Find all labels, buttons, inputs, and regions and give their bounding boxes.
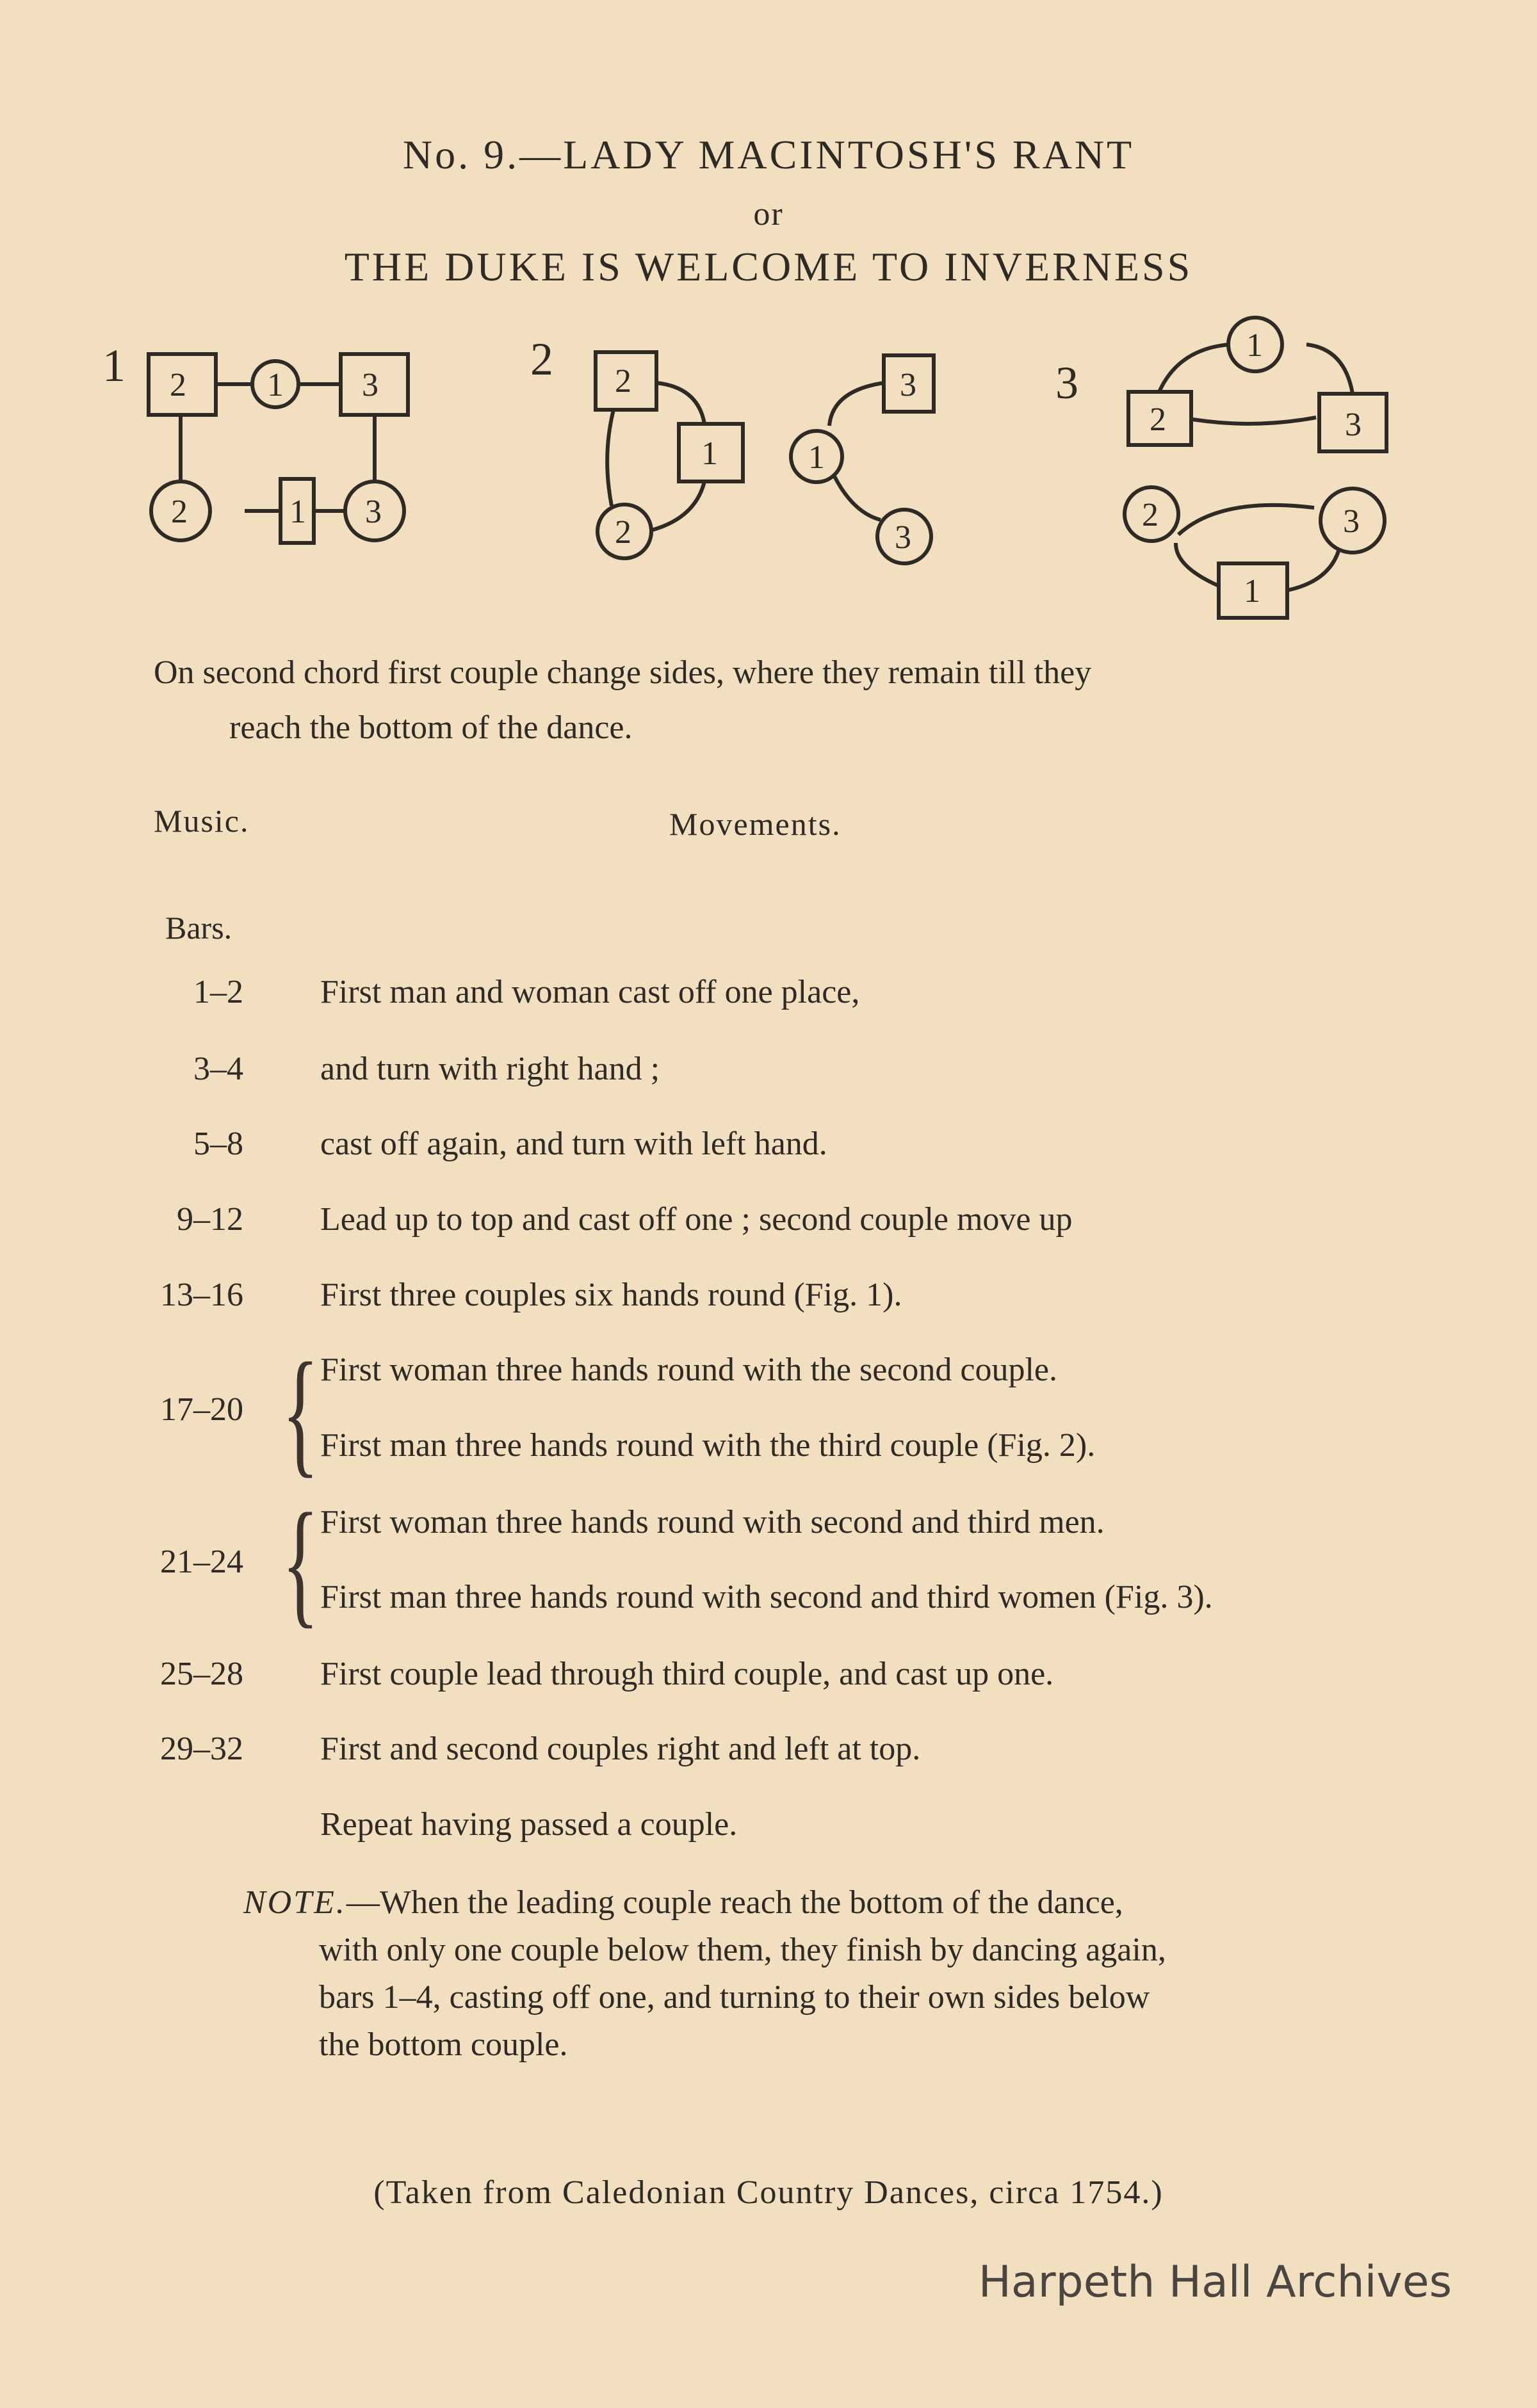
figure-1-diagram bbox=[102, 340, 408, 543]
table-row bbox=[0, 1200, 1537, 1252]
fig3-upper-top: 1 bbox=[1246, 327, 1263, 364]
figure-1-label: 1 bbox=[102, 340, 126, 391]
dance-subtitle: THE DUKE IS WELCOME TO INVERNESS bbox=[344, 244, 1193, 289]
fig3-lower-right: 3 bbox=[1343, 503, 1360, 540]
bar-range: 29–32 bbox=[160, 1731, 243, 1767]
source-citation: (Taken from Caledonian Country Dances, circa 1754.) bbox=[373, 2174, 1164, 2211]
movement-text: First man three hands round with second and third women (Fig. 3). bbox=[320, 1579, 1213, 1615]
movement-text: cast off again, and turn with left hand. bbox=[320, 1126, 827, 1162]
bar-range: 1–2 bbox=[193, 974, 243, 1010]
note-line-2: with only one couple below them, they finish by dancing again, bbox=[319, 1932, 1166, 1968]
fig3-lower-bottom: 1 bbox=[1244, 573, 1260, 610]
fig2-right-mid: 1 bbox=[808, 439, 825, 476]
fig2-right-top: 3 bbox=[900, 367, 916, 403]
figure-2-diagram bbox=[530, 334, 934, 563]
fig1-top-mid: 1 bbox=[267, 367, 284, 403]
bar-range: 3–4 bbox=[193, 1051, 243, 1087]
dance-title: No. 9.—LADY MACINTOSH'S RANT bbox=[402, 132, 1135, 177]
title-or: or bbox=[753, 196, 784, 232]
fig2-right-bottom: 3 bbox=[895, 519, 911, 556]
fig3-upper-left: 2 bbox=[1150, 401, 1166, 438]
bar-range: 9–12 bbox=[177, 1201, 243, 1238]
archive-watermark: Harpeth Hall Archives bbox=[978, 2257, 1452, 2307]
table-row bbox=[0, 1426, 1537, 1478]
table-row bbox=[0, 1578, 1537, 1629]
movement-text: First woman three hands round with second and third men. bbox=[320, 1504, 1105, 1540]
movement-text: Repeat having passed a couple. bbox=[320, 1806, 738, 1843]
fig3-lower-left: 2 bbox=[1142, 497, 1159, 533]
fig2-left-mid: 1 bbox=[701, 435, 718, 472]
movement-text: First woman three hands round with the second couple. bbox=[320, 1352, 1057, 1388]
music-header: Music. bbox=[154, 803, 250, 839]
movement-text: First and second couples right and left at top. bbox=[320, 1731, 921, 1767]
intro-paragraph bbox=[154, 645, 1390, 756]
figure-3-label: 3 bbox=[1055, 357, 1078, 408]
fig2-left-top: 2 bbox=[615, 363, 631, 400]
table-row bbox=[0, 1050, 1537, 1101]
movement-text: First man three hands round with the third couple (Fig. 2). bbox=[320, 1427, 1096, 1464]
note-line-3: bars 1–4, casting off one, and turning to their own sides below bbox=[319, 1979, 1150, 2016]
table-row bbox=[0, 1655, 1537, 1706]
fig1-top-left: 2 bbox=[170, 367, 186, 403]
bars-header: Bars. bbox=[165, 910, 232, 946]
figure-2-label: 2 bbox=[530, 334, 553, 385]
table-row bbox=[0, 1503, 1537, 1555]
fig1-bottom-right: 3 bbox=[365, 494, 382, 530]
movement-text: Lead up to top and cast off one ; second couple move up bbox=[320, 1201, 1073, 1238]
brace-21-24: { bbox=[282, 1484, 320, 1640]
fig1-bottom-mid: 1 bbox=[289, 494, 306, 530]
bar-range: 5–8 bbox=[193, 1126, 243, 1162]
fig1-top-right: 3 bbox=[362, 367, 378, 403]
fig1-bottom-left: 2 bbox=[171, 494, 188, 530]
intro-line-2: reach the bottom of the dance. bbox=[229, 709, 633, 746]
movement-text: First man and woman cast off one place, bbox=[320, 974, 860, 1010]
bar-range: 13–16 bbox=[160, 1277, 243, 1313]
movement-text: First couple lead through third couple, and cast up one. bbox=[320, 1656, 1054, 1692]
table-row bbox=[0, 1806, 1537, 1857]
bar-range: 17–20 bbox=[160, 1391, 243, 1428]
brace-17-20: { bbox=[282, 1334, 320, 1490]
figure-3-diagram bbox=[1055, 318, 1387, 618]
bar-range: 25–28 bbox=[160, 1656, 243, 1692]
movements-header: Movements. bbox=[669, 806, 842, 842]
note-line-1: —When the leading couple reach the bottom of the dance, bbox=[346, 1884, 1123, 1921]
movement-text: First three couples six hands round (Fig. 1). bbox=[320, 1277, 902, 1313]
bar-range: 21–24 bbox=[160, 1544, 243, 1580]
fig3-upper-right: 3 bbox=[1345, 407, 1362, 443]
fig2-left-bottom: 2 bbox=[615, 514, 631, 551]
note-label: NOTE. bbox=[243, 1884, 346, 1921]
table-row bbox=[0, 1351, 1537, 1402]
note-paragraph bbox=[243, 1879, 1377, 2069]
table-row bbox=[0, 1276, 1537, 1327]
intro-line-1: On second chord first couple change sides, where they remain till they bbox=[154, 654, 1092, 691]
dance-figures-diagram bbox=[0, 307, 1537, 640]
table-row bbox=[0, 1730, 1537, 1781]
movement-text: and turn with right hand ; bbox=[320, 1051, 660, 1087]
note-line-4: the bottom couple. bbox=[319, 2026, 568, 2063]
table-row bbox=[0, 1125, 1537, 1176]
table-row bbox=[0, 973, 1537, 1024]
